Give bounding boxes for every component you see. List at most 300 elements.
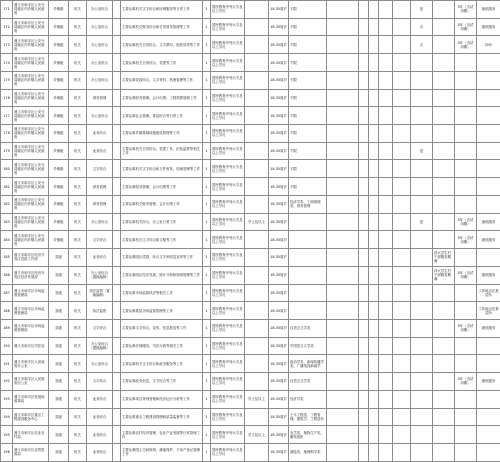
other-requirement-cell	[369, 18, 379, 36]
other-requirement-cell	[369, 319, 379, 337]
residence-cell	[379, 195, 393, 213]
post-code-cell	[113, 160, 121, 178]
remark-cell: 工作地点在基层所	[477, 302, 500, 320]
other-requirement-cell	[369, 284, 379, 302]
remark-cell: 最低服务	[477, 1, 500, 19]
post-code-cell	[113, 142, 121, 160]
service-period-cell	[455, 426, 477, 444]
post-duty-cell: 主要从事机关日常综合、文字撰写、组织宣传等工作	[121, 36, 203, 54]
degree-cell	[245, 249, 269, 267]
residence-cell	[379, 54, 393, 72]
major-undergrad-cell	[289, 302, 327, 320]
unit-nature-cell: 机关	[69, 355, 87, 373]
flag-cell	[411, 195, 433, 213]
post-code-cell	[113, 1, 121, 19]
remark-cell	[477, 107, 500, 125]
major-undergrad-cell: 不限	[289, 142, 327, 160]
minority-cell	[393, 18, 411, 36]
major-extra-cell	[359, 54, 369, 72]
table-row	[1, 160, 500, 178]
remark-cell	[477, 337, 500, 355]
service-period-cell: 5年（含试用期）	[455, 266, 477, 284]
post-duty-cell: 主要从事文字综合、宣传、信息报送等工作	[121, 319, 203, 337]
age-cell: 18-35周岁	[269, 142, 289, 160]
post-code-cell	[113, 107, 121, 125]
service-period-cell	[455, 302, 477, 320]
post-name-cell: 业务综合	[87, 408, 113, 426]
degree-cell	[245, 18, 269, 36]
major-extra-cell	[359, 249, 369, 267]
row-number-cell: 186	[1, 266, 13, 284]
residence-cell	[379, 337, 393, 355]
other-requirement-cell	[369, 249, 379, 267]
post-name-cell: 办公室综合	[87, 1, 113, 19]
service-period-cell: 5年（含试用期）	[455, 319, 477, 337]
flag-cell	[411, 443, 433, 461]
unit-nature-cell: 机关	[69, 195, 87, 213]
other-requirement-cell	[369, 443, 379, 461]
major-undergrad-cell: 中国语言文学类	[289, 337, 327, 355]
degree-cell	[245, 373, 269, 391]
restriction-cell	[433, 18, 455, 36]
post-duty-cell: 主要从事机关文字综合和政务服务等工作	[121, 355, 203, 373]
post-duty-cell: 主要从事机关文字综合和文秘等工作	[121, 231, 203, 249]
education-cell: 国民教育序列大专及以上学历	[211, 231, 245, 249]
major-extra-cell	[359, 373, 369, 391]
minority-cell	[393, 1, 411, 19]
minority-cell	[393, 160, 411, 178]
major-postgrad-cell	[327, 36, 359, 54]
post-name-cell: 业务综合	[87, 443, 113, 461]
post-code-cell	[113, 284, 121, 302]
education-cell: 国民教育序列大专及以上学历	[211, 54, 245, 72]
agency-cell: 遵义市和平区市场监督管理局	[13, 319, 49, 337]
age-cell: 18-35周岁	[269, 266, 289, 284]
major-undergrad-cell: 不限	[289, 18, 327, 36]
major-extra-cell	[359, 355, 369, 373]
age-cell: 18-35周岁	[269, 107, 289, 125]
row-number-cell: 195	[1, 426, 13, 444]
major-postgrad-cell	[327, 302, 359, 320]
other-requirement-cell	[369, 408, 379, 426]
row-number-cell: 173	[1, 36, 13, 54]
system-level-cell: 县级	[49, 337, 69, 355]
major-extra-cell	[359, 107, 369, 125]
table-row	[1, 195, 500, 213]
quota-cell: 1	[203, 249, 211, 267]
post-code-cell	[113, 213, 121, 231]
post-name-cell: 办公室综合（置换编制）	[87, 266, 113, 284]
agency-cell: 遵义市和平区公安分局辖区内乡镇人民政府	[13, 71, 49, 89]
system-level-cell: 乡镇级	[49, 18, 69, 36]
degree-cell	[245, 54, 269, 72]
residence-cell	[379, 266, 393, 284]
age-cell: 18-35周岁	[269, 160, 289, 178]
degree-cell	[245, 319, 269, 337]
education-cell: 国民教育序列大专及以上学历	[211, 337, 245, 355]
service-period-cell	[455, 337, 477, 355]
other-requirement-cell	[369, 213, 379, 231]
degree-cell	[245, 36, 269, 54]
major-undergrad-cell: 测绘类、地理科学类	[289, 443, 327, 461]
education-cell: 国民教育序列大专及以上学历	[211, 160, 245, 178]
system-level-cell: 乡镇级	[49, 231, 69, 249]
remark-cell: 工作地点在基层所	[477, 284, 500, 302]
major-postgrad-cell	[327, 319, 359, 337]
residence-cell	[379, 319, 393, 337]
agency-cell: 遵义市和平区发展和改革局	[13, 390, 49, 408]
major-postgrad-cell	[327, 337, 359, 355]
major-undergrad-cell: 汉语言文学类	[289, 319, 327, 337]
service-period-cell	[455, 160, 477, 178]
post-code-cell	[113, 178, 121, 196]
post-code-cell	[113, 36, 121, 54]
table-row	[1, 18, 500, 36]
flag-cell	[411, 107, 433, 125]
major-undergrad-cell: 不限	[289, 160, 327, 178]
agency-cell: 遵义市和平区公安分局辖区内乡镇人民政府	[13, 195, 49, 213]
table-row	[1, 249, 500, 267]
post-code-cell	[113, 195, 121, 213]
minority-cell	[393, 89, 411, 107]
quota-cell: 1	[203, 390, 211, 408]
major-postgrad-cell	[327, 1, 359, 19]
education-cell: 国民教育序列大专及以上学历	[211, 266, 245, 284]
major-postgrad-cell	[327, 178, 359, 196]
table-row	[1, 284, 500, 302]
residence-cell	[379, 284, 393, 302]
restriction-cell	[433, 373, 455, 391]
post-duty-cell: 主要从事机关财务综合和日常财务管理等工作	[121, 18, 203, 36]
major-undergrad-cell	[289, 284, 327, 302]
major-postgrad-cell	[327, 107, 359, 125]
other-requirement-cell	[369, 390, 379, 408]
major-undergrad-cell: 不限	[289, 71, 327, 89]
quota-cell: 1	[203, 319, 211, 337]
restriction-cell	[433, 89, 455, 107]
age-cell: 18-35周岁	[269, 390, 289, 408]
table-body	[1, 1, 500, 462]
agency-cell: 遵义市和平区公安分局辖区内乡镇人民政府	[13, 89, 49, 107]
agency-cell: 遵义市和平区公安分局辖区内乡镇人民政府	[13, 36, 49, 54]
post-code-cell	[113, 89, 121, 107]
age-cell: 18-35周岁	[269, 408, 289, 426]
system-level-cell: 乡镇级	[49, 71, 69, 89]
education-cell: 国民教育序列大专及以上学历	[211, 213, 245, 231]
remark-cell	[477, 426, 500, 444]
table-row	[1, 125, 500, 143]
quota-cell: 1	[203, 302, 211, 320]
table-row	[1, 89, 500, 107]
residence-cell	[379, 125, 393, 143]
quota-cell: 1	[203, 36, 211, 54]
remark-cell	[477, 125, 500, 143]
post-name-cell: 办公室综合	[87, 18, 113, 36]
major-extra-cell	[359, 125, 369, 143]
major-postgrad-cell	[327, 125, 359, 143]
quota-cell: 1	[203, 125, 211, 143]
unit-nature-cell: 机关	[69, 107, 87, 125]
post-duty-cell: 主要从事基层市场监督管理等工作	[121, 302, 203, 320]
post-duty-cell: 主要从事财务管理、会计出纳、工程预算管理工作	[121, 89, 203, 107]
education-cell: 国民教育序列大专及以上学历	[211, 426, 245, 444]
minority-cell	[393, 443, 411, 461]
agency-cell: 遵义市和平区市场监督管理局	[13, 302, 49, 320]
age-cell: 18-35周岁	[269, 302, 289, 320]
post-code-cell	[113, 337, 121, 355]
system-level-cell: 乡镇级	[49, 178, 69, 196]
minority-cell	[393, 125, 411, 143]
minority-cell	[393, 373, 411, 391]
restriction-cell	[433, 302, 455, 320]
residence-cell	[379, 355, 393, 373]
restriction-cell: 持大学生村干部服务期满	[433, 249, 455, 267]
unit-nature-cell: 机关	[69, 54, 87, 72]
post-name-cell: 办公室综合	[87, 71, 113, 89]
major-postgrad-cell	[327, 426, 359, 444]
service-period-cell	[455, 107, 477, 125]
unit-nature-cell: 机关	[69, 319, 87, 337]
other-requirement-cell	[369, 426, 379, 444]
system-level-cell: 县级	[49, 390, 69, 408]
service-period-cell	[455, 249, 477, 267]
major-postgrad-cell	[327, 54, 359, 72]
major-extra-cell	[359, 284, 369, 302]
restriction-cell	[433, 107, 455, 125]
age-cell: 18-35周岁	[269, 426, 289, 444]
minority-cell	[393, 355, 411, 373]
age-cell: 18-35周岁	[269, 195, 289, 213]
degree-cell	[245, 337, 269, 355]
major-undergrad-cell: 政治学类、新闻传播学类、广播电视新闻学	[289, 355, 327, 373]
table-row	[1, 231, 500, 249]
education-cell: 国民教育序列大专及以上学历	[211, 18, 245, 36]
unit-nature-cell: 机关	[69, 408, 87, 426]
restriction-cell	[433, 125, 455, 143]
service-period-cell: 5年（含试用期）	[455, 231, 477, 249]
system-level-cell: 乡镇级	[49, 89, 69, 107]
flag-cell	[411, 249, 433, 267]
residence-cell	[379, 213, 393, 231]
unit-nature-cell: 机关	[69, 373, 87, 391]
major-extra-cell	[359, 160, 369, 178]
major-extra-cell	[359, 390, 369, 408]
row-number-cell: 191	[1, 355, 13, 373]
table-row	[1, 443, 500, 461]
agency-cell: 遵义市和平区公安分局辖区内乡镇人民政府	[13, 142, 49, 160]
flag-cell: 是	[411, 142, 433, 160]
age-cell: 18-35周岁	[269, 355, 289, 373]
row-number-cell: 192	[1, 373, 13, 391]
residence-cell	[379, 426, 393, 444]
system-level-cell: 乡镇级	[49, 36, 69, 54]
degree-cell: 学士及以上	[245, 426, 269, 444]
education-cell: 国民教育序列大专及以上学历	[211, 443, 245, 461]
major-undergrad-cell: 不限	[289, 125, 327, 143]
quota-cell: 1	[203, 54, 211, 72]
education-cell: 国民教育序列大专及以上学历	[211, 373, 245, 391]
row-number-cell: 180	[1, 160, 13, 178]
major-postgrad-cell	[327, 142, 359, 160]
post-duty-cell: 主要从事机关日常综合、党建工作、纪检监察等相关工作	[121, 142, 203, 160]
quota-cell: 1	[203, 337, 211, 355]
education-cell: 国民教育序列大专及以上学历	[211, 302, 245, 320]
post-name-cell: 业务综合	[87, 426, 113, 444]
service-period-cell	[455, 71, 477, 89]
table-row	[1, 408, 500, 426]
remark-cell: 最低服务	[477, 18, 500, 36]
table-row	[1, 71, 500, 89]
post-duty-cell: 主要从事乡镇基础设施建设管理等工作	[121, 125, 203, 143]
table-row	[1, 54, 500, 72]
remark-cell	[477, 71, 500, 89]
major-extra-cell	[359, 89, 369, 107]
unit-nature-cell: 机关	[69, 160, 87, 178]
major-extra-cell	[359, 443, 369, 461]
education-cell: 国民教育序列大专及以上学历	[211, 1, 245, 19]
service-period-cell	[455, 390, 477, 408]
post-name-cell: 财务管理	[87, 195, 113, 213]
remark-cell	[477, 249, 500, 267]
flag-cell	[411, 178, 433, 196]
quota-cell: 1	[203, 266, 211, 284]
row-number-cell: 172	[1, 18, 13, 36]
age-cell: 18-35周岁	[269, 125, 289, 143]
flag-cell	[411, 302, 433, 320]
major-postgrad-cell	[327, 443, 359, 461]
major-postgrad-cell	[327, 71, 359, 89]
table-row	[1, 107, 500, 125]
quota-cell: 1	[203, 408, 211, 426]
major-postgrad-cell	[327, 390, 359, 408]
unit-nature-cell: 机关	[69, 142, 87, 160]
service-period-cell: 5年（含试用期）	[455, 18, 477, 36]
system-level-cell: 县级	[49, 408, 69, 426]
system-level-cell: 县级	[49, 302, 69, 320]
post-duty-cell: 主要从事机关财务管理、会计出纳工作	[121, 195, 203, 213]
age-cell: 18-35周岁	[269, 373, 289, 391]
post-name-cell: 业务综合	[87, 125, 113, 143]
system-level-cell: 乡镇级	[49, 195, 69, 213]
system-level-cell: 县级	[49, 284, 69, 302]
age-cell: 18-35周岁	[269, 178, 289, 196]
unit-nature-cell: 机关	[69, 249, 87, 267]
post-duty-cell: 主要从事法律服务、司法行政等相关工作	[121, 337, 203, 355]
restriction-cell	[433, 195, 455, 213]
post-name-cell: 办公室综合	[87, 107, 113, 125]
residence-cell	[379, 443, 393, 461]
education-cell: 国民教育序列大专及以上学历	[211, 36, 245, 54]
flag-cell: 否	[411, 18, 433, 36]
restriction-cell	[433, 408, 455, 426]
flag-cell	[411, 426, 433, 444]
degree-cell: 学士及以上	[245, 213, 269, 231]
post-code-cell	[113, 355, 121, 373]
major-postgrad-cell	[327, 213, 359, 231]
degree-cell	[245, 178, 269, 196]
minority-cell	[393, 195, 411, 213]
quota-cell: 1	[203, 107, 211, 125]
agency-cell: 遵义市和平区经济开发区党群工作部	[13, 249, 49, 267]
service-period-cell	[455, 284, 477, 302]
post-code-cell	[113, 443, 121, 461]
major-undergrad-cell	[289, 213, 327, 231]
flag-cell	[411, 408, 433, 426]
row-number-cell: 178	[1, 125, 13, 143]
post-duty-cell: 主要从事项目规划管理和经济运行分析等工作	[121, 390, 203, 408]
remark-cell	[477, 443, 500, 461]
major-extra-cell	[359, 266, 369, 284]
restriction-cell	[433, 213, 455, 231]
major-undergrad-cell	[289, 249, 327, 267]
major-extra-cell	[359, 231, 369, 249]
residence-cell	[379, 390, 393, 408]
post-duty-cell: 主要从事机关文字综合和文件收发、档案管理等工作	[121, 160, 203, 178]
restriction-cell	[433, 36, 455, 54]
residence-cell	[379, 408, 393, 426]
flag-cell	[411, 89, 433, 107]
degree-cell	[245, 107, 269, 125]
restriction-cell	[433, 319, 455, 337]
service-period-cell	[455, 125, 477, 143]
education-cell: 国民教育序列大专及以上学历	[211, 89, 245, 107]
major-extra-cell	[359, 195, 369, 213]
post-code-cell	[113, 390, 121, 408]
education-cell: 国民教育序列大专及以上学历	[211, 178, 245, 196]
table-row	[1, 426, 500, 444]
agency-cell: 遵义市和平区经济开发区经济发展部	[13, 266, 49, 284]
restriction-cell	[433, 337, 455, 355]
row-number-cell: 190	[1, 337, 13, 355]
major-postgrad-cell	[327, 266, 359, 284]
post-duty-cell: 主要从事园区党群、综合文字和信息宣传等工作	[121, 249, 203, 267]
agency-cell: 遵义市和平区公安分局辖区内乡镇人民政府	[13, 231, 49, 249]
row-number-cell: 181	[1, 178, 13, 196]
table-row	[1, 319, 500, 337]
system-level-cell: 县级	[49, 373, 69, 391]
row-number-cell: 171	[1, 1, 13, 19]
residence-cell	[379, 302, 393, 320]
minority-cell	[393, 107, 411, 125]
degree-cell	[245, 302, 269, 320]
table-row	[1, 337, 500, 355]
residence-cell	[379, 1, 393, 19]
post-name-cell: 办公室综合	[87, 213, 113, 231]
other-requirement-cell	[369, 107, 379, 125]
agency-cell: 遵义市和平区自然资源局	[13, 443, 49, 461]
flag-cell	[411, 284, 433, 302]
residence-cell	[379, 107, 393, 125]
residence-cell	[379, 71, 393, 89]
row-number-cell: 187	[1, 284, 13, 302]
major-extra-cell	[359, 213, 369, 231]
degree-cell	[245, 195, 269, 213]
unit-nature-cell: 机关	[69, 337, 87, 355]
other-requirement-cell	[369, 71, 379, 89]
flag-cell	[411, 54, 433, 72]
other-requirement-cell	[369, 231, 379, 249]
remark-cell	[477, 142, 500, 160]
flag-cell	[411, 125, 433, 143]
minority-cell	[393, 426, 411, 444]
residence-cell	[379, 89, 393, 107]
major-undergrad-cell	[289, 231, 327, 249]
restriction-cell	[433, 355, 455, 373]
post-duty-cell: 主要从事国土空间规划、耕地保护、不动产登记管理工作	[121, 443, 203, 461]
residence-cell	[379, 373, 393, 391]
post-name-cell: 文字综合	[87, 373, 113, 391]
degree-cell	[245, 71, 269, 89]
